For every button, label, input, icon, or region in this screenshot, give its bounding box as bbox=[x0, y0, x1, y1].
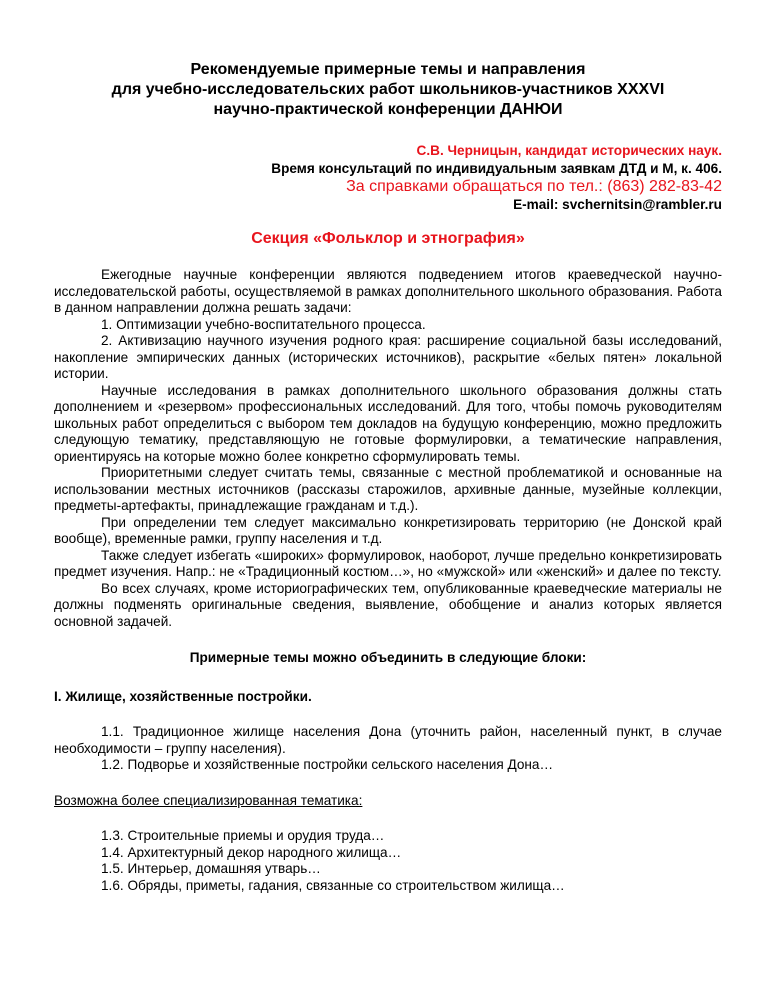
email-line: E-mail: svchernitsin@rambler.ru bbox=[513, 197, 722, 212]
list-item: 1.3. Строительные приемы и орудия труда… bbox=[101, 828, 385, 843]
paragraph: Научные исследования в рамках дополнительного школьного образования должны стать дополнением и «резервом» профессиональных исследований. Для того, чтобы помочь руководителям школьных работ определиться с выбором тем докладов на будущую конференцию, можно предложить следующую тематику, представляющую не готовые формулировки, а тематические направления, ориентируясь на которые можно более конкретно сформулировать темы. bbox=[54, 382, 722, 464]
special-heading: Возможна более специализированная тематика: bbox=[54, 792, 363, 808]
list-item: 1.6. Обряды, приметы, гадания, связанные со строительством жилища… bbox=[101, 877, 565, 893]
phone-line: За справками обращаться по тел.: (863) 282-83-42 bbox=[346, 178, 722, 195]
paragraph: 1. Оптимизации учебно-воспитательного процесса. bbox=[101, 316, 426, 332]
paragraph: Ежегодные научные конференции являются подведением итогов краеведческой научно-исследовательской работы, осуществляемой в рамках дополнительного школьного образования. Работа в данном направлении должна решать задачи: bbox=[54, 267, 722, 315]
list-item: 1.5. Интерьер, домашняя утварь… bbox=[101, 861, 321, 876]
special-items bbox=[54, 828, 722, 894]
paragraph: Также следует избегать «широких» формулировок, наоборот, лучше предельно конкретизировать предмет изучения. Напр.: не «Традиционный костюм…», но «мужской» или «женский» и далее по тексту. bbox=[54, 547, 722, 579]
author-line: С.В. Черницын, кандидат исторических наук. bbox=[416, 143, 722, 158]
intro-text bbox=[54, 267, 722, 630]
list-item: 1.1. Традиционное жилище населения Дона (уточнить район, населенный пункт, в случае необходимости – группу населения). bbox=[54, 724, 722, 756]
title-line: Рекомендуемые примерные темы и направления bbox=[190, 61, 586, 78]
title-line: для учебно-исследовательских работ школьников-участников XXXVI bbox=[111, 81, 665, 98]
paragraph: 2. Активизацию научного изучения родного края: расширение социальной базы исследований, накопление эмпирических данных (исторических источников), раскрытие «белых пятен» локальной истории. bbox=[54, 333, 722, 381]
consultation-line: Время консультаций по индивидуальным заявкам ДТД и М, к. 406. bbox=[271, 161, 722, 176]
blocks-heading: Примерные темы можно объединить в следующие блоки: bbox=[189, 650, 587, 665]
document-page bbox=[54, 60, 722, 894]
list-item: 1.2. Подворье и хозяйственные постройки сельского населения Дона… bbox=[101, 757, 554, 772]
list-item: 1.4. Архитектурный декор народного жилища… bbox=[101, 844, 402, 860]
paragraph: Приоритетными следует считать темы, связанные с местной проблематикой и основанные на использовании местных источников (рассказы старожилов, архивные данные, музейные коллекции, предметы-артефакты, принадлежащие гражданам и т.д.). bbox=[54, 465, 722, 513]
title-line: научно-практической конференции ДАНЮИ bbox=[213, 101, 563, 118]
paragraph: Во всех случаях, кроме историографических тем, опубликованные краеведческие материалы не должны подменять оригинальные сведения, выявление, обобщение и анализ которых является основной задачей. bbox=[54, 580, 722, 629]
block-heading: I. Жилище, хозяйственные постройки. bbox=[54, 688, 312, 704]
document-title bbox=[54, 60, 722, 120]
block-items bbox=[54, 724, 722, 774]
paragraph: При определении тем следует максимально конкретизировать территорию (не Донской край вообще), временные рамки, группу населения и т.д. bbox=[54, 514, 722, 546]
section-title: Секция «Фольклор и этнография» bbox=[251, 230, 525, 247]
